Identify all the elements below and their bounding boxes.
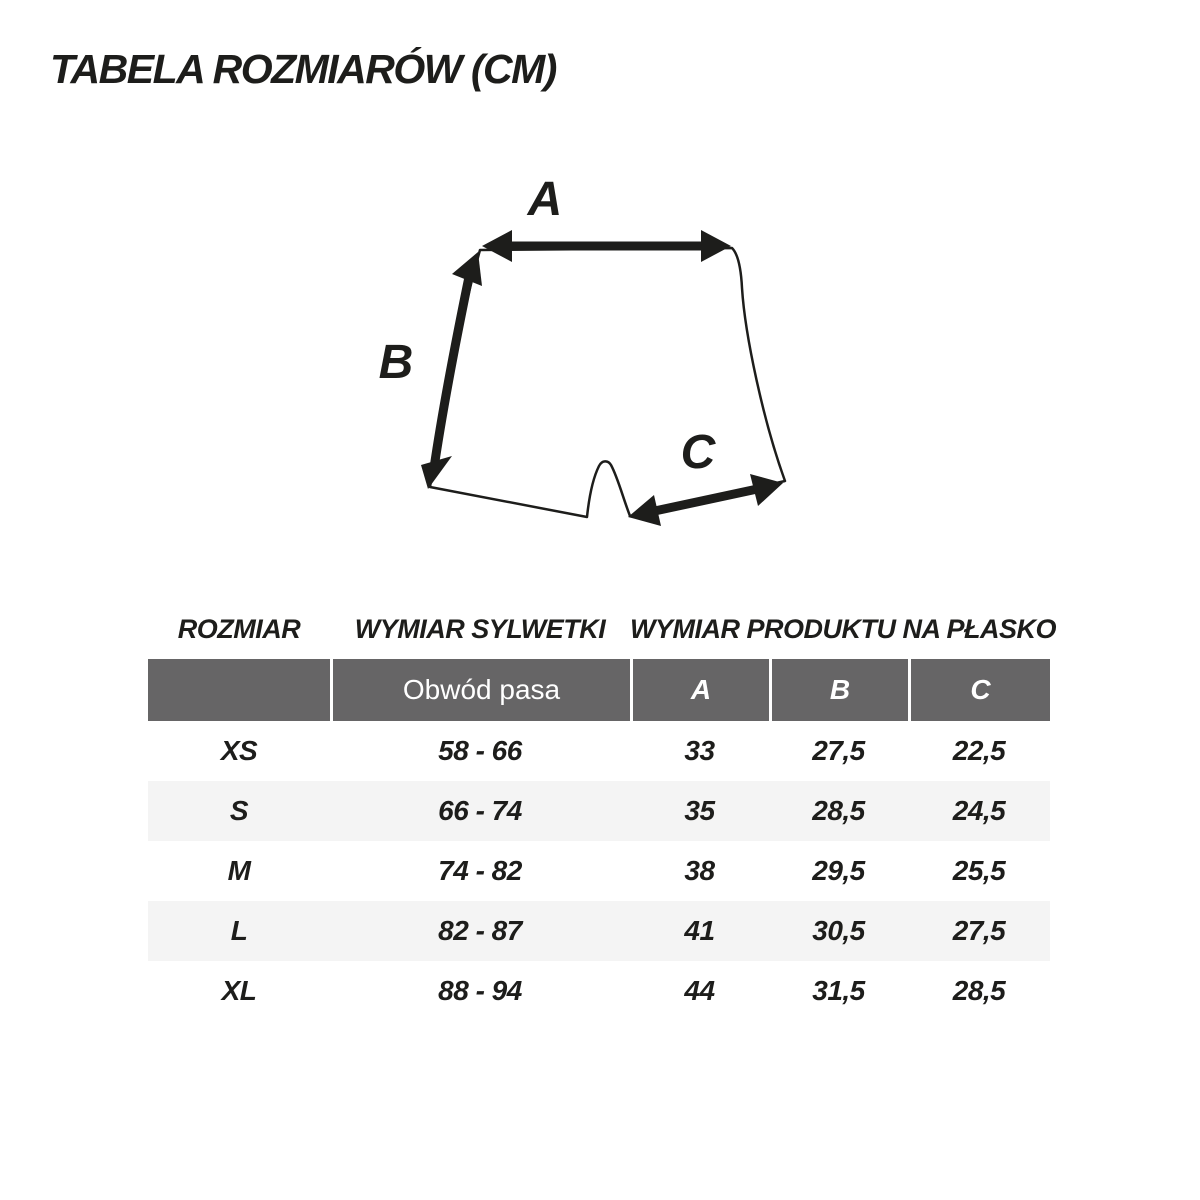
shorts-outline bbox=[430, 248, 785, 517]
cell-size: XL bbox=[221, 975, 257, 1006]
cell-a: 41 bbox=[684, 915, 715, 946]
cell-size: L bbox=[230, 915, 248, 946]
table-row-s bbox=[148, 781, 1050, 841]
cell-c: 22,5 bbox=[952, 735, 1006, 766]
cell-c: 25,5 bbox=[952, 855, 1006, 886]
cell-c: 27,5 bbox=[952, 915, 1006, 946]
cell-b: 30,5 bbox=[812, 915, 865, 946]
col-header-waist: Obwód pasa bbox=[330, 659, 630, 721]
table-header-row bbox=[148, 659, 1050, 721]
measure-label-a: A bbox=[527, 173, 563, 226]
cell-c: 24,5 bbox=[952, 795, 1006, 826]
arrow-b bbox=[421, 252, 482, 489]
cell-a: 35 bbox=[684, 795, 715, 826]
cell-b: 31,5 bbox=[812, 975, 865, 1006]
group-header-wymiar-produktu: WYMIAR PRODUKTU NA PŁASKO bbox=[630, 614, 1056, 644]
size-table bbox=[148, 604, 1056, 1021]
group-header-rozmiar: ROZMIAR bbox=[177, 614, 301, 644]
cell-size: XS bbox=[220, 735, 258, 766]
cell-c: 28,5 bbox=[952, 975, 1006, 1006]
cell-waist: 66 - 74 bbox=[438, 795, 522, 826]
cell-waist: 74 - 82 bbox=[438, 855, 522, 886]
shorts-measurement-diagram bbox=[360, 150, 830, 570]
table-row-m bbox=[148, 841, 1050, 901]
cell-b: 29,5 bbox=[812, 855, 865, 886]
arrow-a bbox=[482, 230, 731, 262]
cell-b: 28,5 bbox=[812, 795, 865, 826]
table-row-xl bbox=[148, 961, 1050, 1021]
page-title: TABELA ROZMIARÓW (CM) bbox=[50, 46, 556, 92]
cell-b: 27,5 bbox=[812, 735, 865, 766]
table-row-xs bbox=[148, 721, 1050, 781]
col-header-b: B bbox=[769, 659, 908, 721]
cell-a: 44 bbox=[684, 975, 715, 1006]
cell-size: M bbox=[227, 855, 251, 886]
cell-a: 38 bbox=[684, 855, 715, 886]
measure-label-c: C bbox=[680, 426, 716, 479]
measure-label-b: B bbox=[378, 336, 414, 389]
cell-a: 33 bbox=[684, 735, 715, 766]
col-header-a: A bbox=[630, 659, 769, 721]
cell-waist: 82 - 87 bbox=[438, 915, 522, 946]
cell-waist: 58 - 66 bbox=[438, 735, 522, 766]
arrow-c bbox=[628, 474, 783, 526]
group-header-wymiar-sylwetki: WYMIAR SYLWETKI bbox=[354, 614, 606, 644]
col-header-c: C bbox=[908, 659, 1050, 721]
cell-size: S bbox=[229, 795, 249, 826]
table-group-header-row bbox=[148, 604, 1056, 647]
table-row-l bbox=[148, 901, 1050, 961]
col-header-size-empty bbox=[148, 659, 330, 721]
cell-waist: 88 - 94 bbox=[438, 975, 522, 1006]
